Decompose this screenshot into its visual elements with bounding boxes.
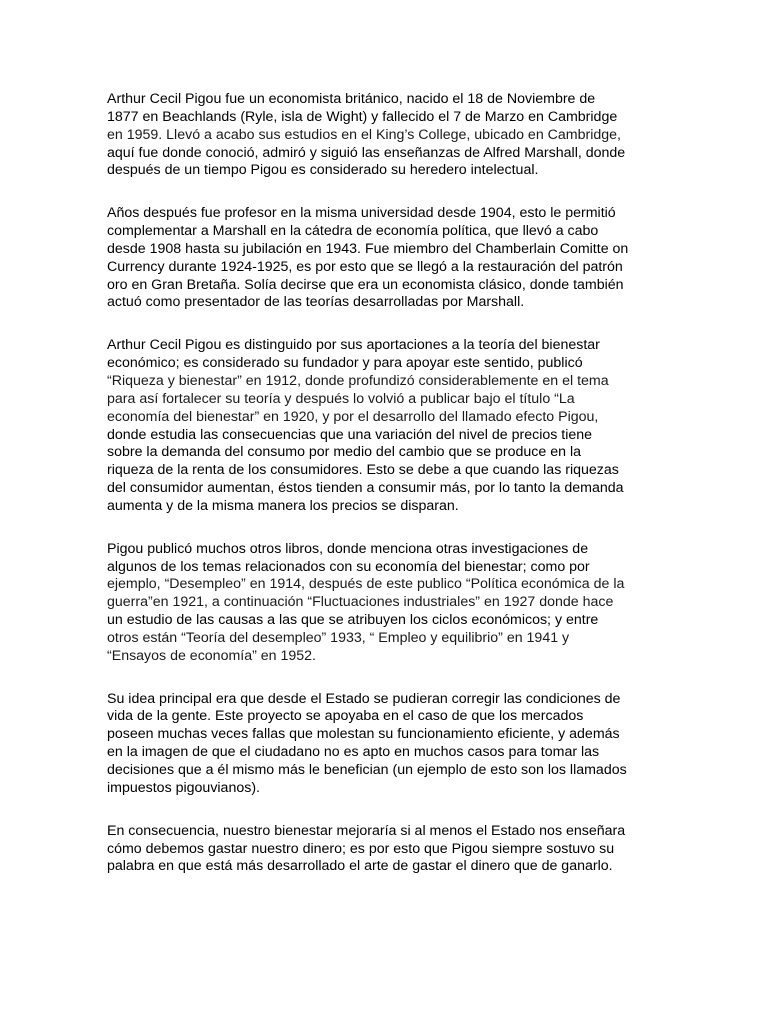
text-line: decisiones que a él mismo más le benefician (un ejemplo de esto son los llamados <box>107 762 627 778</box>
text-line: Años después fue profesor en la misma universidad desde 1904, esto le permitió <box>107 205 616 222</box>
text-line: Arthur Cecil Pigou es distinguido por sus aportaciones a la teoría del bienestar <box>107 337 600 354</box>
paragraph-biography <box>107 91 662 180</box>
text-line: Currency durante 1924-1925, es por esto que se llegó a la restauración del patrón <box>107 258 623 275</box>
text-line: algunos de los temas relacionados con su economía del bienestar; como por <box>107 558 590 575</box>
text-line: cómo debemos gastar nuestro dinero; es por esto que Pigou siempre sostuvo su <box>107 840 615 857</box>
text-line: poseen muchas veces fallas que molestan su funcionamiento eficiente, y además <box>107 726 620 743</box>
text-line: económico; es considerado su fundador y para apoyar este sentido, publicó <box>107 355 583 372</box>
text-line: sobre la demanda del consumo por medio del cambio que se produce en la <box>107 444 581 461</box>
document-body <box>107 91 662 901</box>
paragraph-publications <box>107 541 662 666</box>
text-line: del consumidor aumentan, éstos tienden a consumir más, por lo tanto la demanda <box>107 480 624 497</box>
text-line: “Ensayos de economía” en 1952. <box>107 647 317 664</box>
text-line: desde 1908 hasta su jubilación en 1943. Fue miembro del Chamberlain Comitte on <box>107 240 629 257</box>
text-line: En consecuencia, nuestro bienestar mejoraría si al menos el Estado nos enseñara <box>107 822 626 839</box>
paragraph-welfare-theory <box>107 337 662 515</box>
text-line: economía del bienestar” en 1920, y por el desarrollo del llamado efecto Pigou, <box>107 408 599 425</box>
text-line: ejemplo, “Desempleo” en 1914, después de este publico “Política económica de la <box>107 576 625 593</box>
text-line: impuestos pigouvianos). <box>107 779 260 796</box>
text-line: riqueza de la renta de los consumidores. Esto se debe a que cuando las riquezas <box>107 462 619 479</box>
text-line: palabra en que está más desarrollado el arte de gastar el dinero que de ganarlo. <box>107 858 613 875</box>
text-line: oro en Gran Bretaña. Solía decirse que era un economista clásico, donde también <box>107 276 624 293</box>
text-line: Pigou publicó muchos otros libros, donde menciona otras investigaciones de <box>107 540 589 557</box>
text-line: un estudio de las causas a las que se atribuyen los ciclos económicos; y entre <box>107 612 599 629</box>
text-line: Su idea principal era que desde el Estado se pudieran corregir las condiciones de <box>107 690 621 707</box>
paragraph-main-idea <box>107 691 662 798</box>
text-line: Arthur Cecil Pigou fue un economista británico, nacido el 18 de Noviembre de <box>107 91 596 107</box>
paragraph-career <box>107 205 662 312</box>
text-line: en la imagen de que el ciudadano no es apto en muchos casos para tomar las <box>107 744 600 761</box>
text-line: complementar a Marshall en la cátedra de economía política, que llevó a cabo <box>107 223 599 240</box>
text-line: para así fortalecer su teoría y después lo volvió a publicar bajo el título “La <box>107 390 575 407</box>
text-line: “Riqueza y bienestar” en 1912, donde profundizó considerablemente en el tema <box>107 372 609 389</box>
text-line: aumenta y de la misma manera los precios se disparan. <box>107 497 459 514</box>
text-line: actuó como presentador de las teorías desarrolladas por Marshall. <box>107 294 525 311</box>
text-line: en 1959. Llevó a acabo sus estudios en el King’s College, ubicado en Cambridge, <box>107 126 621 143</box>
text-line: otros están “Teoría del desempleo” 1933, “ Empleo y equilibrio” en 1941 y <box>107 629 570 646</box>
text-line: guerra”en 1921, a continuación “Fluctuaciones industriales” en 1927 donde hace <box>107 594 614 611</box>
paragraph-conclusion <box>107 823 662 877</box>
text-line: donde estudia las consecuencias que una variación del nivel de precios tiene <box>107 426 593 443</box>
text-line: después de un tiempo Pigou es considerado su heredero intelectual. <box>107 162 539 179</box>
text-line: aquí fue donde conoció, admiró y siguió las enseñanzas de Alfred Marshall, donde <box>107 144 626 161</box>
text-line: 1877 en Beachlands (Ryle, isla de Wight) y fallecido el 7 de Marzo en Cambridge <box>107 108 618 125</box>
text-line: vida de la gente. Este proyecto se apoyaba en el caso de que los mercados <box>107 708 584 725</box>
